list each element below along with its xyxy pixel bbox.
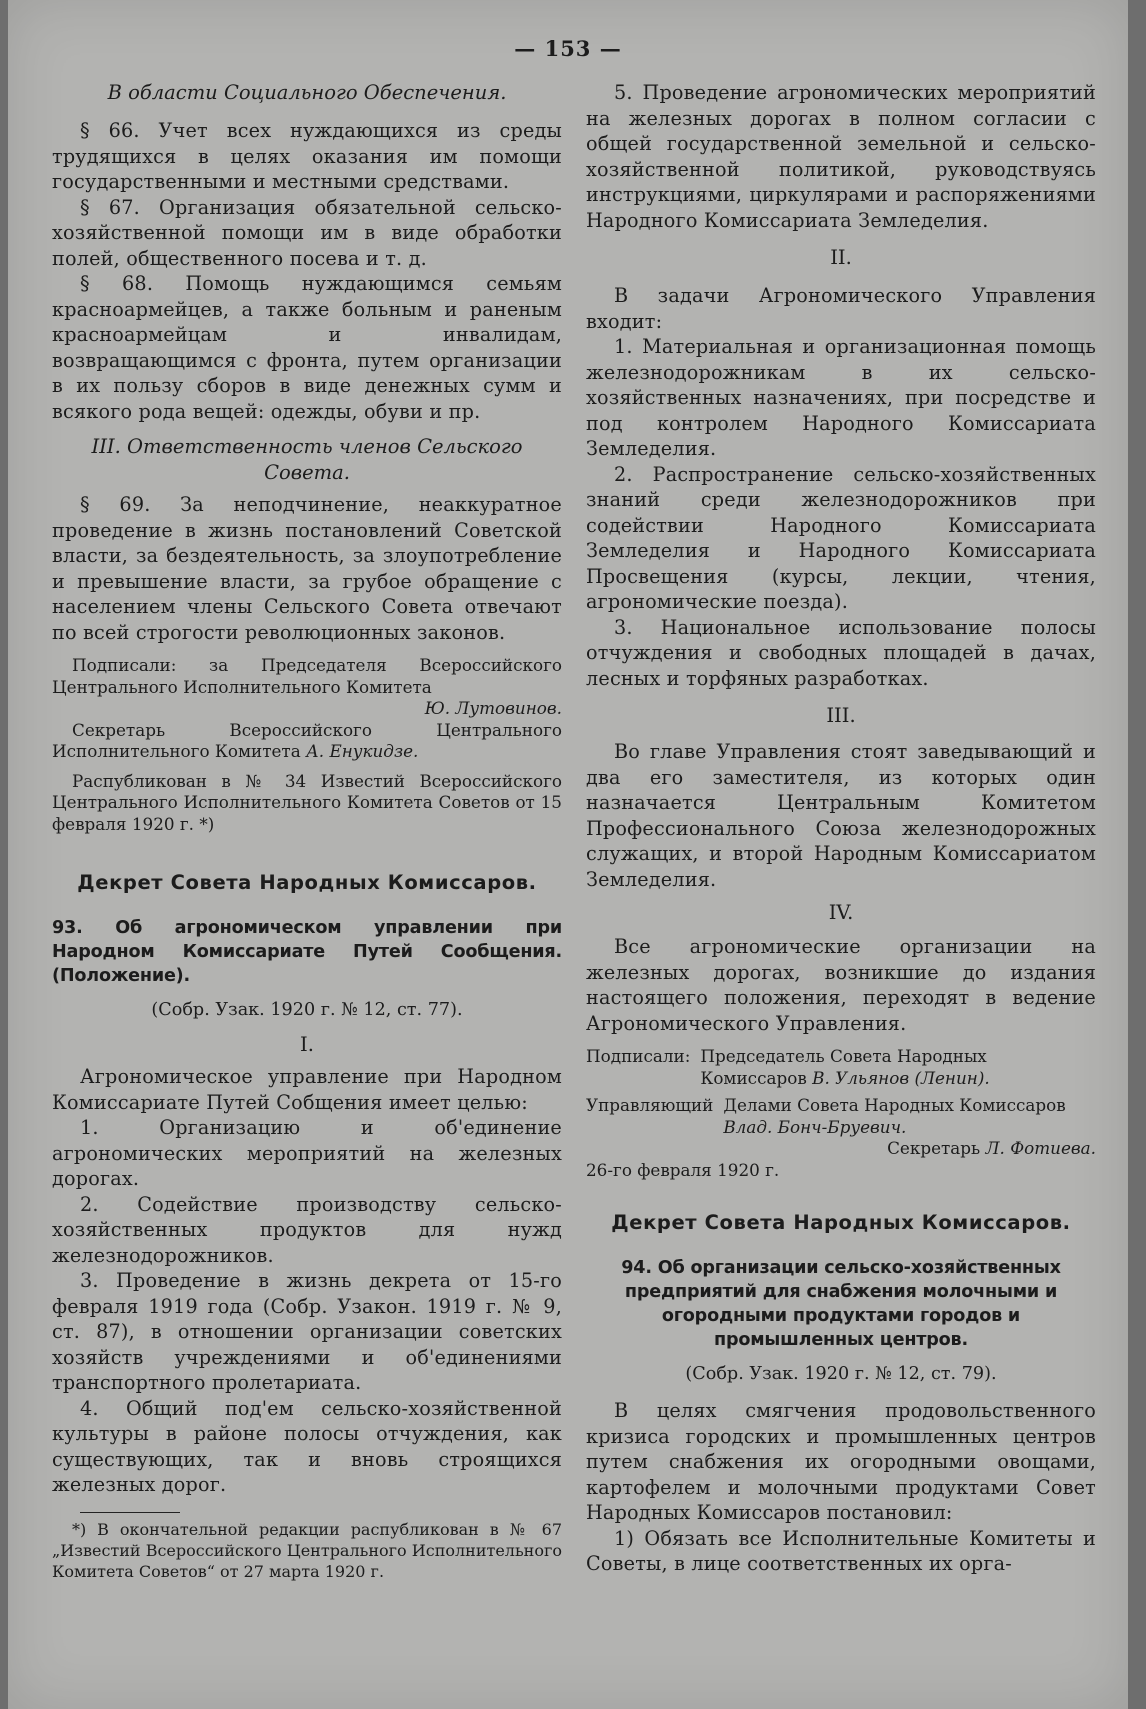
list-item: 3. Национальное использование полосы отчуждения и свободных площадей в дачах, лесных и торфяных разработках.: [586, 615, 1096, 690]
paragraph: В задачи Агрономического Управления входит:: [586, 284, 1096, 333]
list-item: 2. Распространение сельско-хозяйственных знаний среди железнодорожников при содействии Народного Комиссариата Земледелия и Народного Комиссариата Просвещения (курсы, лекции, чтения, агрономические поезда).: [586, 462, 1096, 613]
paragraph: Агрономическое управление при Народном Комиссариате Путей Собщения имеет целью:: [52, 1065, 562, 1114]
document-page: [8, 0, 1128, 1709]
decree-source: (Собр. Узак. 1920 г. № 12, ст. 77).: [151, 1000, 463, 1020]
signature-label: Подписали:: [586, 1046, 691, 1066]
decree-source: (Собр. Узак. 1920 г. № 12, ст. 79).: [685, 1364, 997, 1384]
signature-name: В. Ульянов (Ленин).: [812, 1067, 990, 1088]
left-column: [52, 80, 562, 1582]
paragraph: Во главе Управления стоят заведывающий и два его заместителя, из которых один назначается Центральным Комитетом Профессионального Союза железнодорожных служащих, и второй Народным Комиссариатом Земледелия.: [586, 740, 1096, 891]
decree-heading: Декрет Совета Народных Комиссаров.: [77, 871, 537, 894]
page-number: — 153 —: [514, 36, 622, 61]
signature-role: Делами Совета Народных Комиссаров: [723, 1095, 1066, 1115]
paragraph: В целях смягчения продовольственного кризиса городских и промышленных центров путем снабжения их огородными овощами, картофелем и молочными продуктами Совет Народных Комиссаров постановил:: [586, 1399, 1096, 1524]
list-item: 3. Проведение в жизнь декрета от 15-го февраля 1919 года (Собр. Узакон. 1919 г. № 9, ст. 87), в отношении организации советских хозяйств учреждениями и об'единениями транспортного пролетариата.: [52, 1269, 562, 1394]
list-item: 1. Организацию и об'единение агрономических мероприятий на железных дорогах.: [52, 1116, 562, 1190]
section-heading: В области Социального Обеспечения.: [107, 81, 507, 104]
paragraph-67: § 67. Организация обязательной сельско-хозяйственной помощи им в виде обработки полей, общественного посева и т. д.: [52, 195, 562, 270]
section-numeral: III.: [826, 704, 856, 727]
signature-text: [52, 720, 562, 763]
signature-text: Подписали: за Председателя Всероссийского Центрального Исполнительного Комитета: [52, 655, 562, 697]
decree-title: 93. Об агрономическом управлении при Народном Комиссариате Путей Сообщения. (Положение).: [52, 918, 562, 986]
signature-row: [586, 1046, 1096, 1089]
section-heading: Совета.: [264, 461, 350, 484]
right-column: [586, 80, 1096, 1577]
signature-row: [586, 1138, 1096, 1160]
footnote: *) В окончательной редакции распубликован в № 67 „Известий Всероссийского Центрального Исполнительного Комитета Советов“ от 27 марта 1920 г.: [52, 1519, 562, 1581]
signature-role: Председатель Совета Народных Комиссаров: [700, 1046, 987, 1088]
publication-note: Распубликован в № 34 Известий Всероссийского Центрального Исполнительного Комитета Советов от 15 февраля 1920 г. *): [52, 770, 562, 834]
decree-title: 94. Об организации сельско-хозяйственных предприятий для снабжения молочными и огородными продуктами городов и промышленных центров.: [621, 1258, 1061, 1350]
signature-name: А. Енукидзе.: [306, 741, 419, 761]
section-heading: III. Ответственность членов Сельского: [91, 435, 523, 458]
paragraph-66: § 66. Учет всех нуждающихся из среды трудящихся в целях оказания им помощи государственными и местными средствами.: [52, 119, 562, 193]
section-numeral: I.: [300, 1033, 314, 1056]
list-item: 4. Общий под'ем сельско-хозяйственной культуры в районе полосы отчуждения, как существующих, так и вновь строящихся железных дорог.: [52, 1396, 562, 1496]
signature-text: [723, 1095, 1096, 1138]
paragraph: Все агрономические организации на железных дорогах, возникшие до издания настоящего положения, переходят в ведение Агрономического Управления.: [586, 935, 1096, 1035]
list-item: 2. Содействие производству сельско-хозяйственных продуктов для нужд железнодорожников.: [52, 1192, 562, 1267]
footnote-divider: [80, 1512, 180, 1513]
signature-name: Ю. Лутовинов.: [424, 698, 562, 718]
section-numeral: IV.: [828, 901, 854, 924]
signature-name: Л. Фотиева.: [985, 1138, 1096, 1158]
list-item: 1) Обязать все Исполнительные Комитеты и Советы, в лице соответственных их орга-: [586, 1526, 1096, 1575]
signature-text: Секретарь Всероссийского Центрального Исполнительного Комитета: [52, 719, 562, 761]
decree-heading: Декрет Совета Народных Комиссаров.: [611, 1211, 1071, 1234]
signature-role: Секретарь: [887, 1138, 981, 1158]
paragraph-69: § 69. За неподчинение, неаккуратное проведение в жизнь постановлений Советской власти, за бездеятельность, за злоупотребление и превышение власти, за грубое обращение с населением члены Сельского Совета отвечают по всей строгости революционных законов.: [52, 493, 562, 644]
signature-date: 26-го февраля 1920 г.: [586, 1159, 780, 1180]
paragraph-68: § 68. Помощь нуждающимся семьям красноармейцев, а также больным и раненым красноармейцам и инвалидам, возвращающимся с фронта, путем организации в их пользу сборов в виде денежных сумм и всякого рода вещей: одежды, обуви и пр.: [52, 272, 562, 423]
list-item: 1. Материальная и организационная помощь железнодорожникам в их сельско-хозяйственных назначениях, при посредстве и под контролем Народного Комиссариата Земледелия.: [586, 335, 1096, 460]
list-item: 5. Проведение агрономических мероприятий на железных дорогах в полном согласии с общей государственной земельной и сельско-хозяйственной политикой, руководствуясь инструкциями, циркулярами и распоряжениями Народного Комиссариата Земледелия.: [586, 81, 1096, 232]
section-numeral: II.: [830, 246, 852, 269]
signature-row: [586, 1095, 1096, 1138]
signatures: [586, 1046, 1096, 1181]
signature-name: Влад. Бонч-Бруевич.: [723, 1116, 907, 1137]
signature-label: Управляющий: [586, 1095, 714, 1115]
signature-text: [700, 1046, 1096, 1089]
